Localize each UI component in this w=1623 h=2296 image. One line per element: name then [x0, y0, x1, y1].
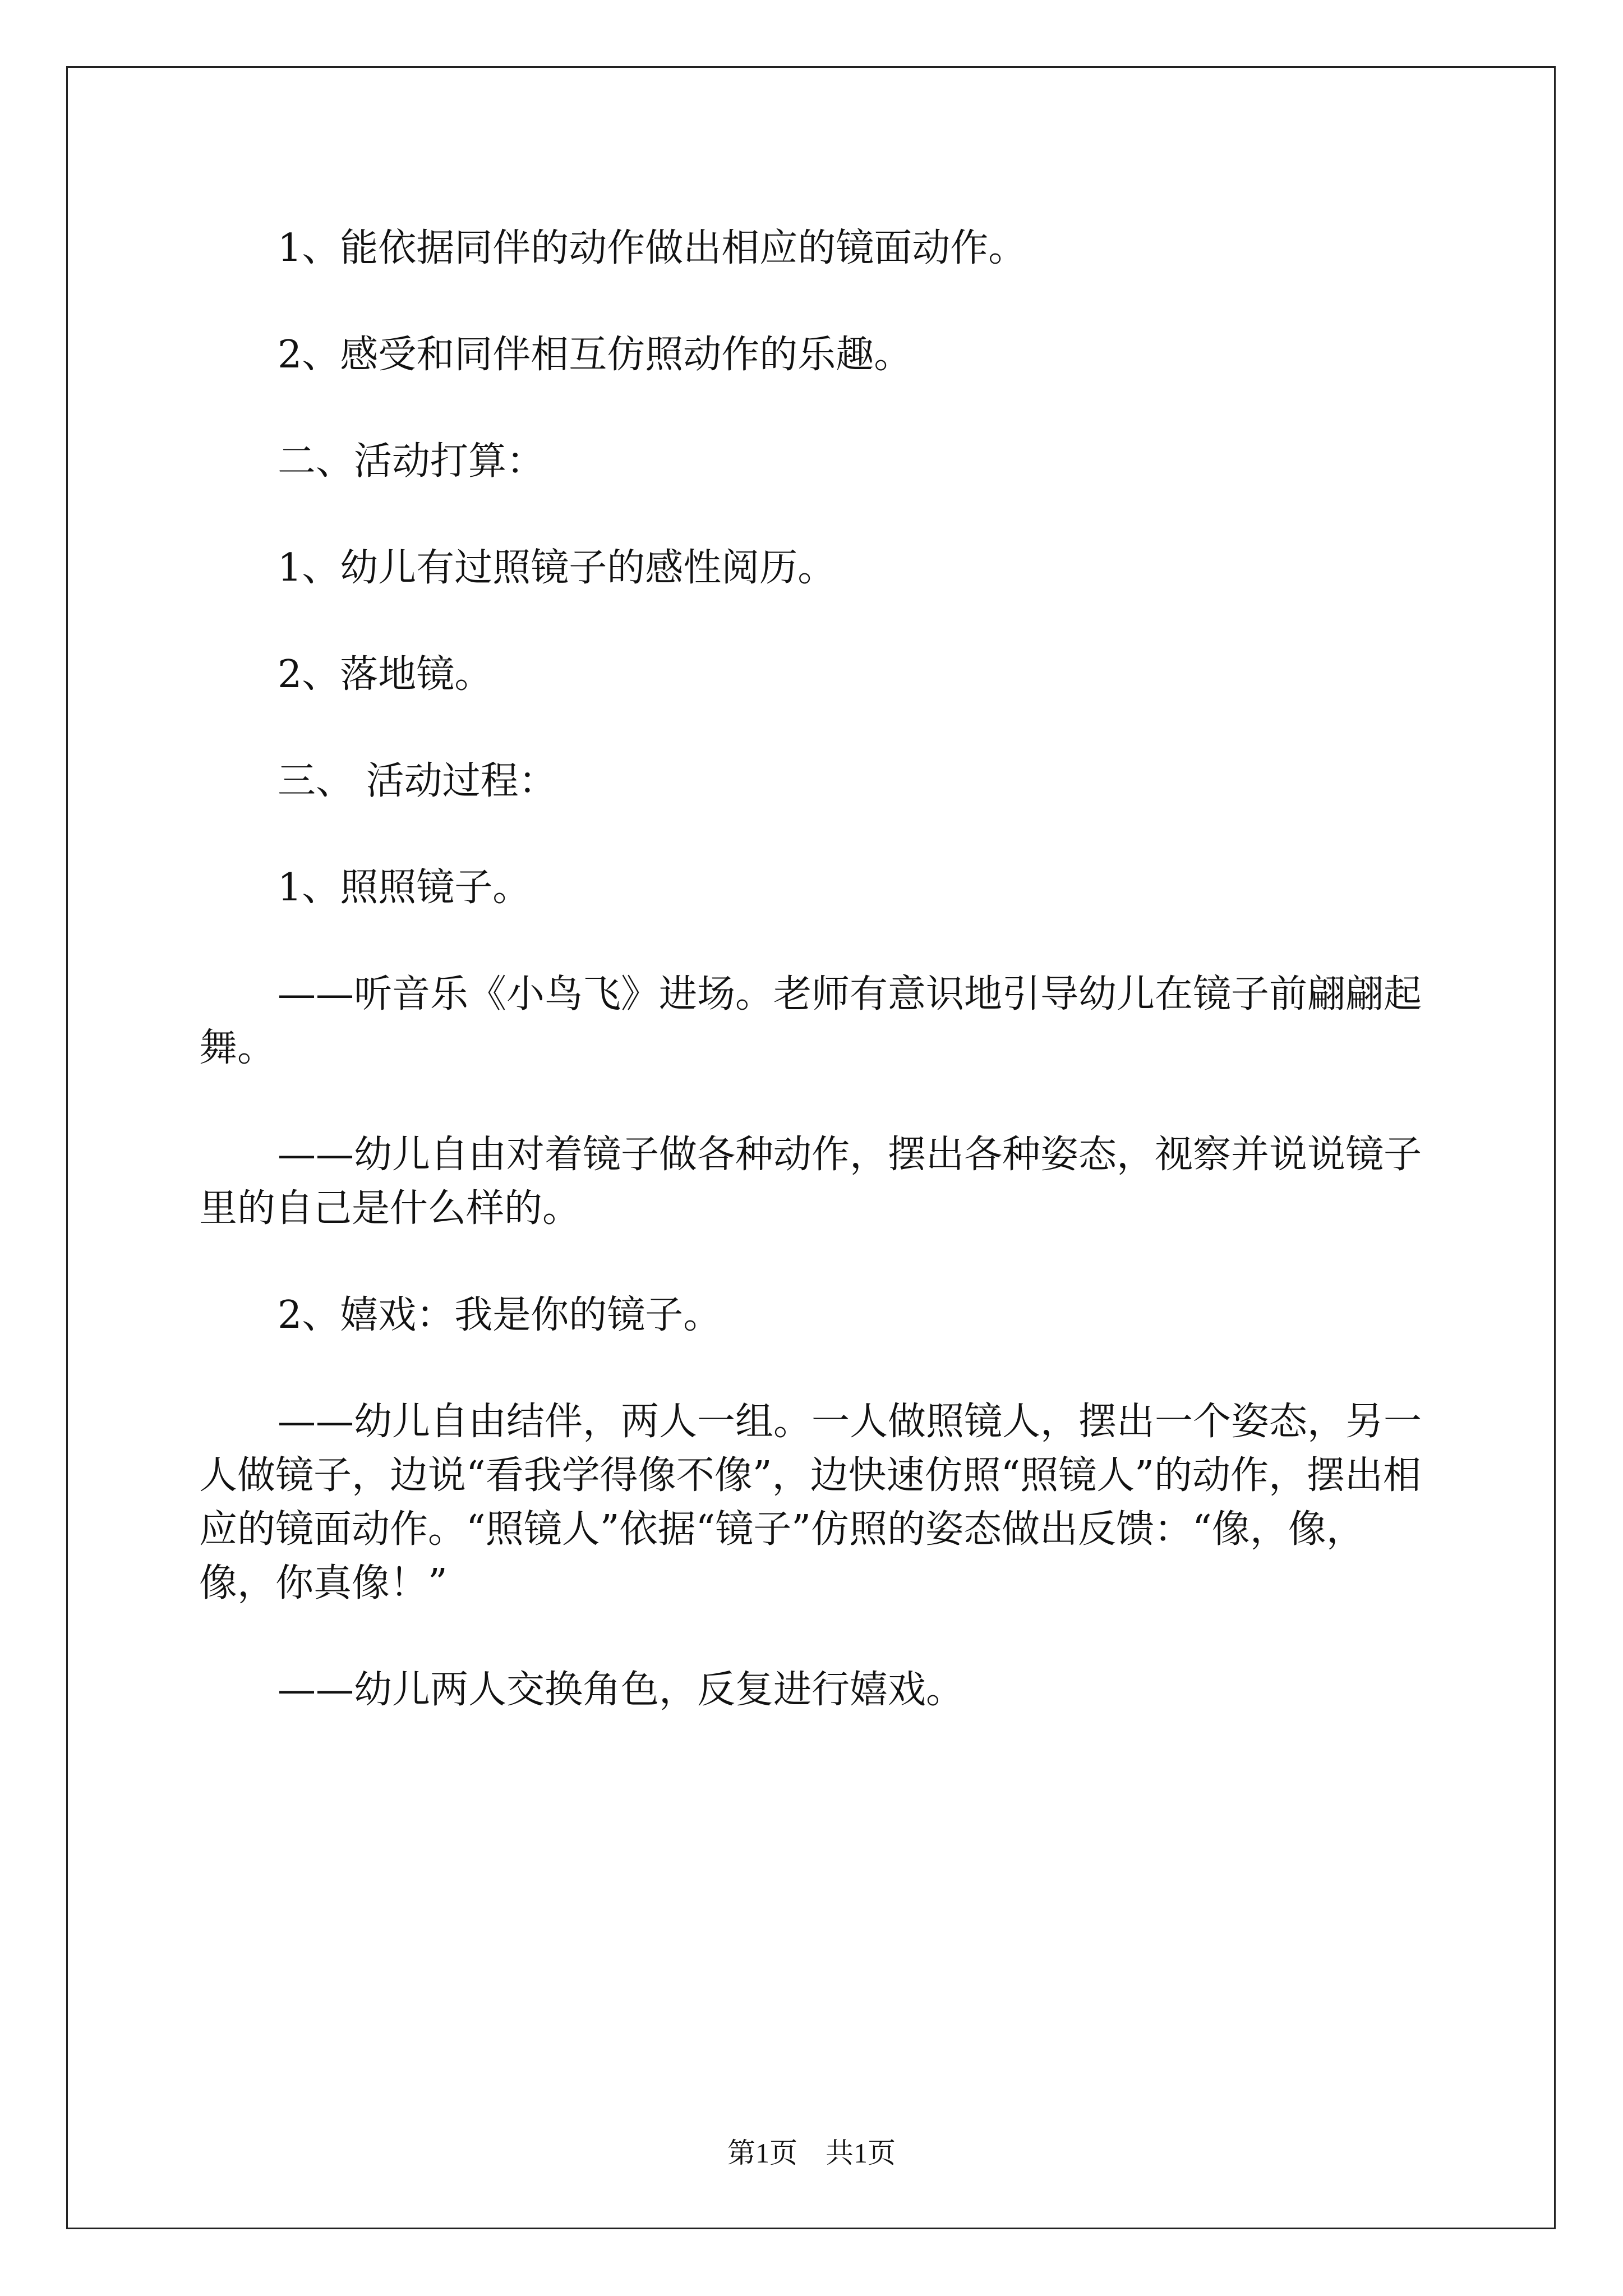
paragraph-prep-1: 1、幼儿有过照镜子的感性阅历。	[278, 546, 836, 590]
page-footer	[0, 2136, 1623, 2170]
paragraph-step-1-music: ——听音乐《小鸟飞》进场。老师有意识地引导幼儿在镜子前翩翩起舞。	[199, 972, 1422, 1070]
paragraph-step-2-swap: ——幼儿两人交换角色，反复进行嬉戏。	[278, 1668, 965, 1712]
document-body	[199, 222, 1427, 1770]
paragraph-step-2-pairs: ——幼儿自由结伴，两人一组。一人做照镜人，摆出一个姿态，另一人做镜子，边说“看我学得像不像”，边快速仿照“照镜人”的动作，摆出相应的镜面动作。“照镜人”依据“镜子”仿照的姿态做出反馈：“像，像，像，你真像！”	[199, 1400, 1422, 1605]
paragraph-prep-2: 2、落地镜。	[278, 652, 493, 697]
page-number-total: 共1页	[826, 2137, 896, 2169]
section-heading-preparation: 二、活动打算：	[278, 439, 545, 484]
section-heading-process: 三、 活动过程：	[278, 759, 557, 803]
paragraph-step-2: 2、嬉戏：我是你的镜子。	[278, 1293, 722, 1337]
paragraph-step-1: 1、照照镜子。	[278, 866, 531, 910]
page-number-current: 第1页	[727, 2137, 797, 2169]
paragraph-goal-2: 2、感受和同伴相互仿照动作的乐趣。	[278, 333, 912, 377]
paragraph-step-1-free: ——幼儿自由对着镜子做各种动作，摆出各种姿态，视察并说说镜子里的自己是什么样的。	[199, 1133, 1422, 1231]
paragraph-goal-1: 1、能依据同伴的动作做出相应的镜面动作。	[278, 226, 1027, 270]
